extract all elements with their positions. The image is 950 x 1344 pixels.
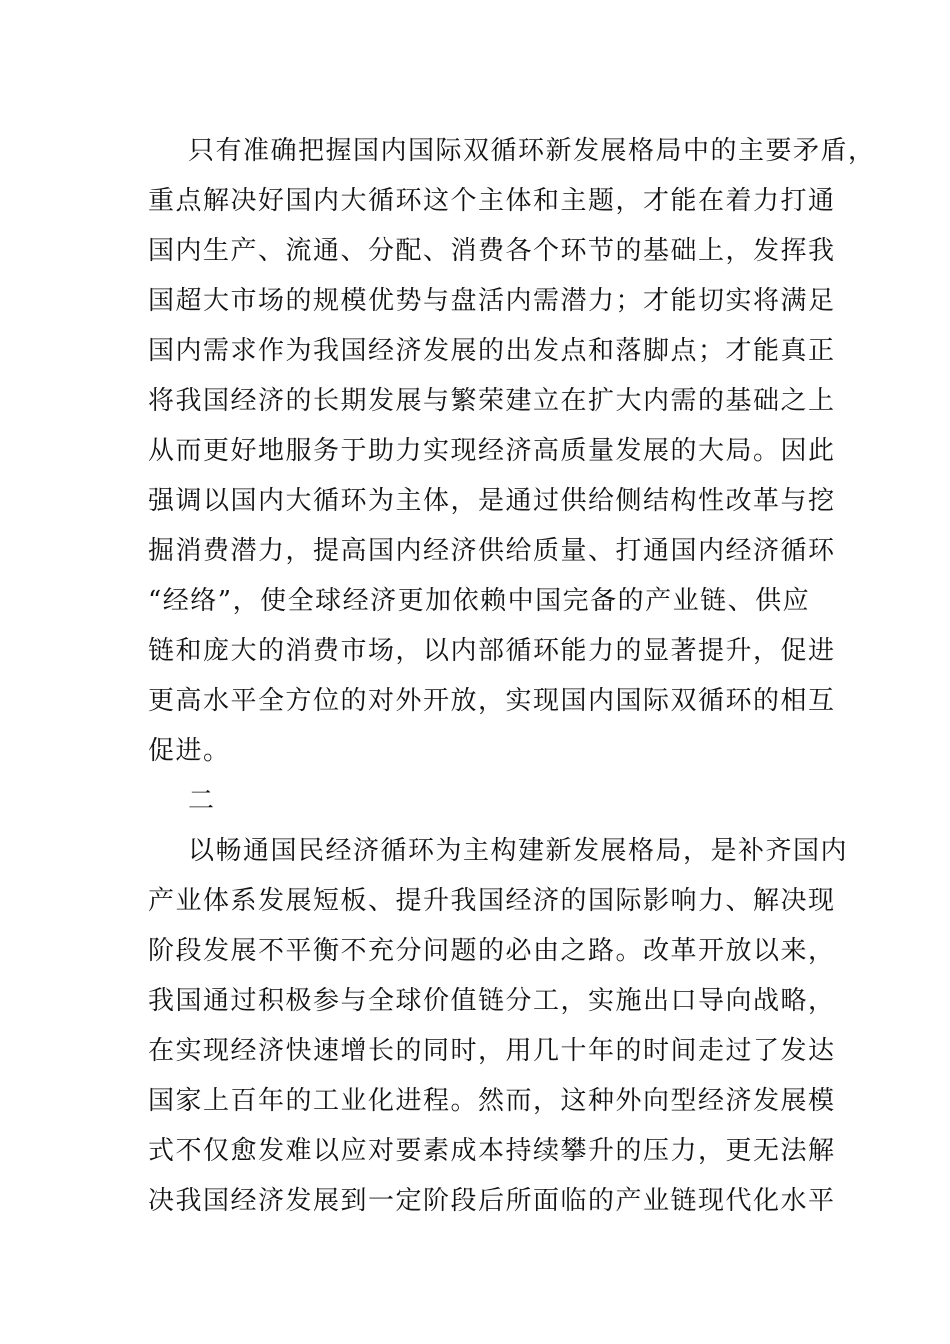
paragraph-1-line-13: 促进。	[148, 736, 231, 766]
paragraph-1-line-3: 国内生产、流通、分配、消费各个环节的基础上，发挥我	[148, 236, 836, 266]
paragraph-2-line-4: 我国通过积极参与全球价值链分工，实施出口导向战略，	[148, 986, 836, 1016]
paragraph-2-line-3: 阶段发展不平衡不充分问题的必由之路。改革开放以来，	[148, 936, 836, 966]
paragraph-2-line-2: 产业体系发展短板、提升我国经济的国际影响力、解决现	[148, 886, 836, 916]
paragraph-2-line-1: 以畅通国民经济循环为主构建新发展格局，是补齐国内	[188, 836, 849, 866]
paragraph-1-line-6: 将我国经济的长期发展与繁荣建立在扩大内需的基础之上	[148, 386, 836, 416]
paragraph-1-line-2: 重点解决好国内大循环这个主体和主题，才能在着力打通	[148, 186, 836, 216]
paragraph-1-line-8: 强调以国内大循环为主体，是通过供给侧结构性改革与挖	[148, 486, 836, 516]
paragraph-1-line-11: 链和庞大的消费市场，以内部循环能力的显著提升，促进	[148, 636, 836, 666]
paragraph-1-line-9: 掘消费潜力，提高国内经济供给质量、打通国内经济循环	[148, 536, 836, 566]
paragraph-1-line-1: 只有准确把握国内国际双循环新发展格局中的主要矛盾，	[188, 136, 876, 166]
paragraph-2-line-7: 式不仅愈发难以应对要素成本持续攀升的压力，更无法解	[148, 1136, 836, 1166]
paragraph-1-line-10: “经络”，使全球经济更加依赖中国完备的产业链、供应	[148, 586, 811, 616]
paragraph-1-line-4: 国超大市场的规模优势与盘活内需潜力；才能切实将满足	[148, 286, 836, 316]
paragraph-2-line-5: 在实现经济快速增长的同时，用几十年的时间走过了发达	[148, 1036, 836, 1066]
paragraph-1-line-12: 更高水平全方位的对外开放，实现国内国际双循环的相互	[148, 686, 836, 716]
paragraph-1-line-7: 从而更好地服务于助力实现经济高质量发展的大局。因此	[148, 436, 836, 466]
paragraph-2-line-8: 决我国经济发展到一定阶段后所面临的产业链现代化水平	[148, 1186, 836, 1216]
section-heading: 二	[188, 786, 216, 816]
paragraph-1-line-5: 国内需求作为我国经济发展的出发点和落脚点；才能真正	[148, 336, 836, 366]
paragraph-2-line-6: 国家上百年的工业化进程。然而，这种外向型经济发展模	[148, 1086, 836, 1116]
